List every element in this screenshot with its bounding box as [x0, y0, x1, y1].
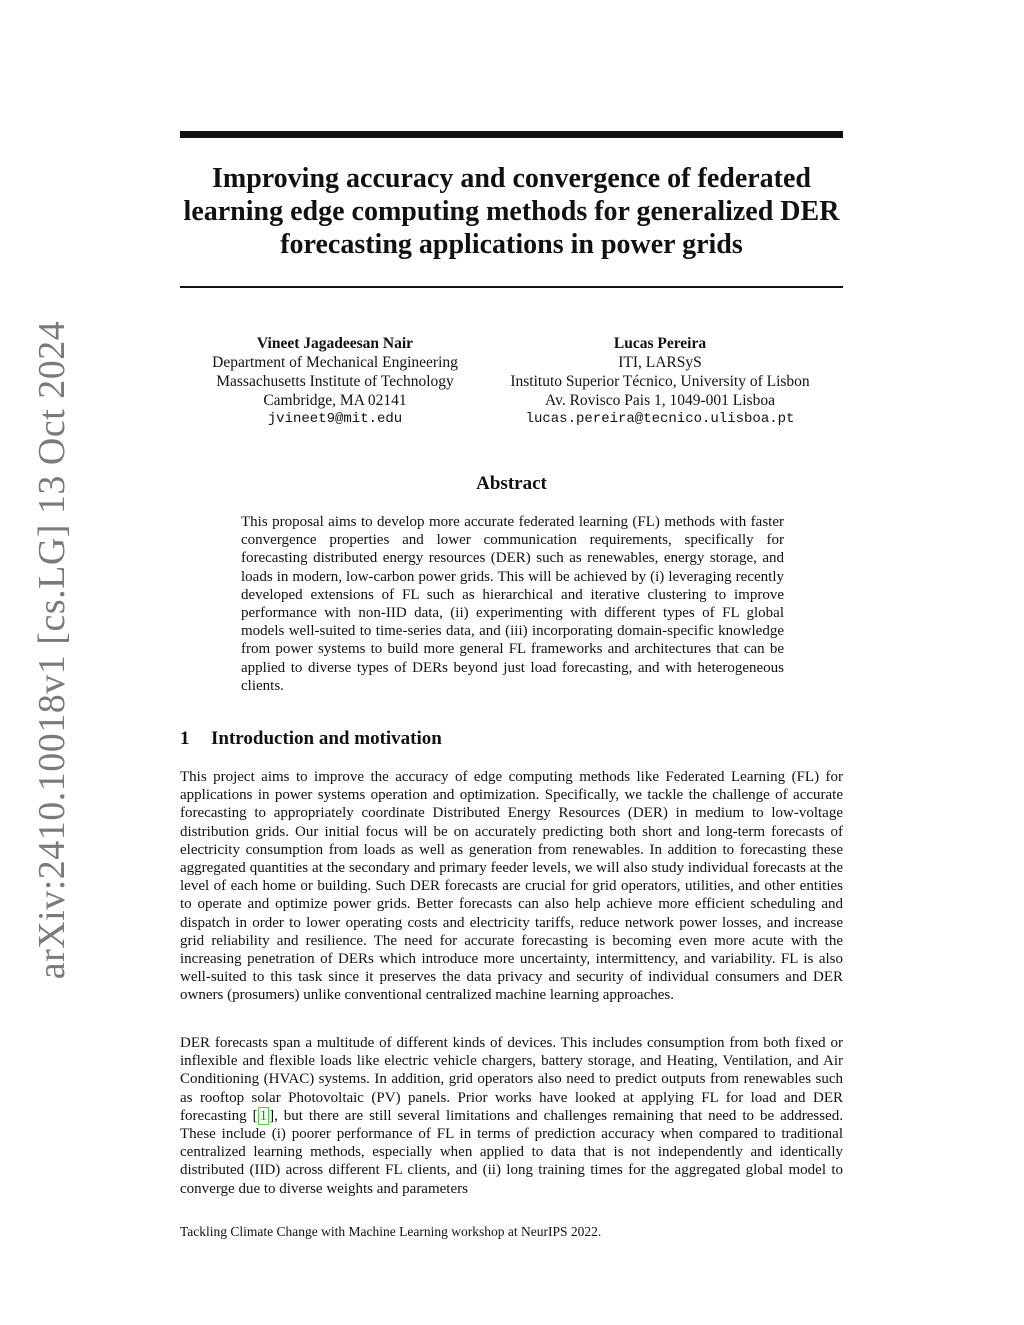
abstract-heading: Abstract — [476, 473, 547, 494]
section-heading — [180, 728, 442, 750]
author-email[interactable]: jvineet9@mit.edu — [267, 411, 403, 427]
author-affiliation-line: Av. Rovisco Pais 1, 1049-001 Lisboa — [545, 392, 775, 409]
title-top-rule — [180, 131, 843, 138]
author-email[interactable]: lucas.pereira@tecnico.ulisboa.pt — [525, 411, 795, 427]
arxiv-identifier-stamp: arXiv:2410.10018v1 [cs.LG] 13 Oct 2024 — [31, 320, 73, 980]
intro-paragraph-1: This project aims to improve the accuracy of edge computing methods like Federated Learning (FL) for applications in power systems operation and optimization. Specifically, we tackle the challenge of accurate forecasting to appropriately coordinate Distributed Energy Resources (DER) in medium to low-voltage distribution grids. Our initial focus will be on accurately predicting both short and long-term forecasts of electricity consumption from loads as well as generation from renewables. In addition to forecasting these aggregated quantities at the secondary and primary feeder levels, we will also study individual forecasts at the level of each home or building. Such DER forecasts are crucial for grid operators, utilities, and other entities to operate and optimize power grids. Better forecasts can also help achieve more efficient scheduling and dispatch in order to lower operating costs and electricity tariffs, reduce network power losses, and increase grid reliability and resilience. The need for accurate forecasting is becoming even more acute with the increasing penetration of DERs which introduce more uncertainty, intermittency, and variability. FL is also well-suited to this task since it preserves the data privacy and security of individual consumers and DER owners (prosumers) unlike conventional centralized machine learning approaches. — [180, 769, 843, 1004]
section-title: Introduction and motivation — [211, 728, 442, 749]
paragraph-text: ], but there are still several limitations and challenges remaining that need to be addressed. These include (i) poorer performance of FL in terms of prediction accuracy when compared to traditional centralized learning methods, especially when applied to data that is not independently and identically distributed (IID) across different FL clients, and (ii) long training times for the aggregated global model to converge due to diverse weights and parameters — [180, 1107, 843, 1197]
title-bottom-rule — [180, 286, 843, 288]
section-number: 1 — [180, 728, 190, 749]
footnote: Tackling Climate Change with Machine Learning workshop at NeurIPS 2022. — [180, 1224, 602, 1239]
author-block-1 — [180, 334, 490, 429]
author-affiliation-line: Instituto Superior Técnico, University of Lisbon — [510, 373, 810, 390]
author-affiliation-line: Department of Mechanical Engineering — [212, 354, 458, 371]
author-block-2 — [490, 334, 830, 429]
paragraph-text: DER forecasts span a multitude of different kinds of devices. This includes consumption from both fixed or inflexible and flexible loads like electric vehicle chargers, battery storage, and Heating, Ventilation, and Air Conditioning (HVAC) systems. In addition, grid operators also need to predict outputs from renewables such as rooftop solar Photovoltaic (PV) panels. Prior works have looked at applying FL for load and DER forecasting [ — [180, 1035, 843, 1124]
author-affiliation-line: Massachusetts Institute of Technology — [216, 373, 454, 390]
author-name: Vineet Jagadeesan Nair — [256, 335, 414, 352]
citation-link[interactable]: 1 — [259, 1107, 268, 1124]
intro-paragraph-2 — [180, 1034, 843, 1198]
abstract-body: This proposal aims to develop more accurate federated learning (FL) methods with faster convergence properties and lower communication requirements, specifically for forecasting distributed energy resources (DER) such as renewables, energy storage, and loads in modern, low-carbon power grids. This will be achieved by (i) leveraging recently developed extensions of FL such as hierarchical and iterative clustering to improve performance with non-IID data, (ii) experimenting with different types of FL global models well-suited to time-series data, and (iii) incorporating domain-specific knowledge from power systems to build more general FL frameworks and architectures that can be applied to diverse types of DERs beyond just load forecasting, and with heterogeneous clients. — [241, 514, 784, 694]
author-affiliation-line: Cambridge, MA 02141 — [263, 392, 407, 409]
author-affiliation-line: ITI, LARSyS — [618, 354, 702, 371]
author-name: Lucas Pereira — [613, 335, 707, 352]
paper-title: Improving accuracy and convergence of federated learning edge computing methods for generalized DER forecasting applications in power grids — [183, 163, 840, 260]
